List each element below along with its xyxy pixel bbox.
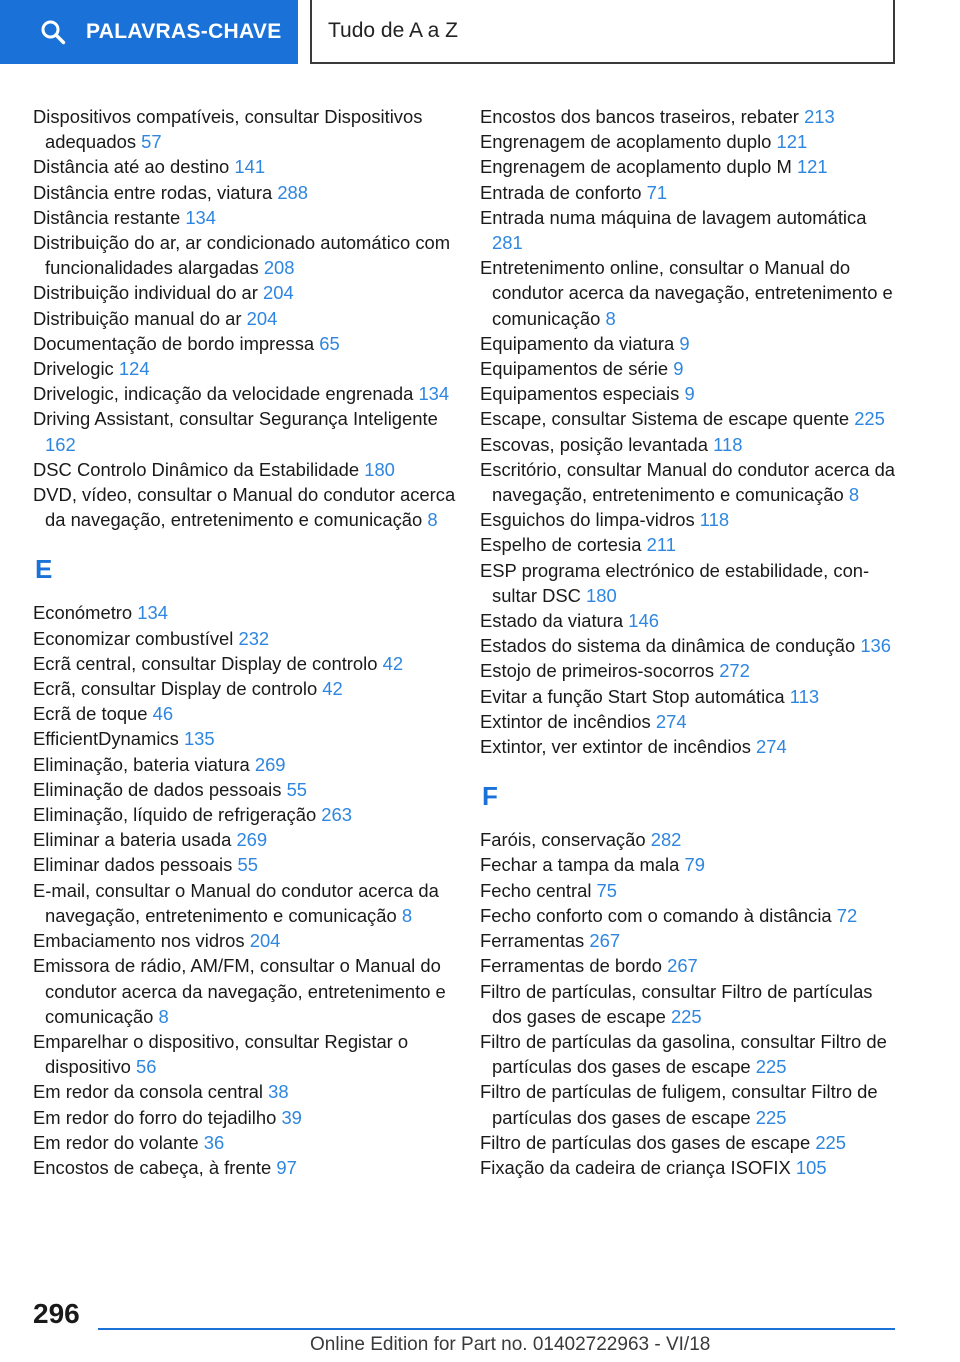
page-reference-link[interactable]: 204 bbox=[246, 307, 278, 329]
index-entry bbox=[480, 1130, 900, 1155]
index-entry bbox=[480, 684, 900, 709]
page-reference-link[interactable]: 274 bbox=[655, 710, 687, 732]
index-entry bbox=[480, 356, 900, 381]
index-entry-text: Eliminação, bateria viatura bbox=[33, 753, 250, 775]
page-reference-link[interactable]: 8 bbox=[427, 509, 438, 531]
page-reference-link[interactable]: 263 bbox=[321, 804, 352, 826]
index-entry bbox=[480, 1155, 900, 1180]
page-reference-link[interactable]: 113 bbox=[789, 685, 820, 707]
index-entry bbox=[480, 633, 900, 658]
page-reference-link[interactable]: 232 bbox=[238, 627, 270, 649]
index-entry bbox=[33, 928, 473, 953]
index-entry-text: Eliminar a bateria usada bbox=[33, 829, 232, 851]
index-entry-text: Drivelogic, indicação da velocidade engrenada bbox=[33, 383, 414, 405]
a-to-z-label: Tudo de A a Z bbox=[328, 19, 458, 42]
index-entry bbox=[33, 154, 473, 179]
index-entry-text: ESP programa electrónico de estabilidade, consultar DSC bbox=[480, 559, 870, 606]
index-entry-text: Distância entre rodas, viatura bbox=[33, 181, 273, 203]
section-letter-heading: F bbox=[482, 781, 498, 812]
index-entry-text: Filtro de partículas dos gases de escape bbox=[480, 1131, 811, 1153]
page-reference-link[interactable]: 274 bbox=[756, 736, 787, 758]
page-reference-link[interactable]: 121 bbox=[776, 131, 808, 153]
index-entry-text: Escape, consultar Sistema de escape quente bbox=[480, 408, 850, 430]
index-entry bbox=[33, 180, 473, 205]
index-entry-text: E-mail, consultar o Manual do condutor acerca da navegação, entretenimento e comunicação bbox=[33, 879, 439, 926]
index-entry-text: Fecho central bbox=[480, 879, 592, 901]
page-reference-link[interactable]: 225 bbox=[670, 1005, 702, 1027]
page-reference-link[interactable]: 269 bbox=[236, 829, 268, 851]
index-entry bbox=[33, 600, 473, 625]
page-reference-link[interactable]: 39 bbox=[281, 1106, 302, 1128]
index-entry-text: Eliminação de dados pessoais bbox=[33, 778, 282, 800]
index-entry-text: Equipamento da viatura bbox=[480, 332, 675, 354]
index-entry-text: Documentação de bordo impressa bbox=[33, 332, 315, 354]
page-reference-link[interactable]: 8 bbox=[401, 904, 413, 926]
index-entry bbox=[480, 154, 900, 179]
page-reference-link[interactable]: 225 bbox=[815, 1131, 847, 1153]
index-entry bbox=[480, 532, 900, 557]
section-letter-heading: E bbox=[35, 554, 53, 585]
page-reference-link[interactable]: 118 bbox=[713, 433, 743, 455]
index-entry bbox=[33, 1029, 473, 1079]
index-entry bbox=[33, 482, 473, 532]
page-reference-link[interactable]: 124 bbox=[118, 358, 150, 380]
page-reference-link[interactable]: 55 bbox=[286, 778, 308, 800]
page-reference-link[interactable]: 136 bbox=[860, 635, 892, 657]
page-reference-link[interactable]: 121 bbox=[796, 156, 828, 178]
page-reference-link[interactable]: 8 bbox=[158, 1005, 169, 1027]
page-reference-link[interactable]: 180 bbox=[364, 458, 395, 480]
index-entry-text: Estados do sistema da dinâmica de condução bbox=[480, 635, 856, 657]
index-entry-text: Ferramentas de bordo bbox=[480, 955, 662, 977]
index-entry-text: Entretenimento online, consultar o Manual do condutor acerca da navegação, entretenimento e comunicação bbox=[480, 257, 893, 329]
index-entry-text: Escritório, consultar Manual do condutor acerca da navegação, entretenimento e comunicação bbox=[480, 458, 896, 506]
index-entry bbox=[33, 104, 473, 154]
index-entry-text: Evitar a função Start Stop automática bbox=[480, 685, 785, 707]
index-entry-text: Extintor, ver extintor de incêndios bbox=[480, 736, 751, 758]
page-reference-link[interactable]: 272 bbox=[719, 660, 750, 682]
index-entry-text: Encostos dos bancos traseiros, rebater bbox=[480, 106, 799, 127]
index-entry-text: Economizar combustível bbox=[33, 627, 234, 649]
index-entry bbox=[480, 507, 900, 532]
index-entry bbox=[33, 878, 473, 928]
index-entry-text: Fechar a tampa da mala bbox=[480, 854, 680, 876]
index-entry bbox=[33, 726, 473, 751]
page-reference-link[interactable]: 146 bbox=[628, 610, 659, 632]
page-reference-link[interactable]: 79 bbox=[684, 854, 705, 876]
page-reference-link[interactable]: 204 bbox=[263, 282, 294, 304]
index-entry-text: Extintor de incêndios bbox=[480, 710, 651, 732]
page-reference-link[interactable]: 204 bbox=[249, 930, 281, 952]
page-reference-link[interactable]: 71 bbox=[646, 181, 668, 203]
index-entry bbox=[480, 709, 900, 734]
index-entry bbox=[33, 280, 473, 305]
page-reference-link[interactable]: 162 bbox=[45, 433, 76, 455]
page-reference-link[interactable]: 42 bbox=[322, 678, 343, 700]
page-reference-link[interactable]: 269 bbox=[254, 753, 286, 775]
index-entry bbox=[480, 205, 900, 255]
index-entry-text: Distância restante bbox=[33, 206, 181, 228]
index-entry-text: Ecrã de toque bbox=[33, 703, 148, 725]
page-reference-link[interactable]: 208 bbox=[263, 257, 295, 279]
index-column-right bbox=[480, 104, 900, 1180]
index-entry-text: Em redor da consola central bbox=[33, 1081, 263, 1103]
index-entry bbox=[33, 457, 473, 482]
page-reference-link[interactable]: 72 bbox=[836, 904, 858, 926]
index-entry bbox=[33, 1130, 473, 1155]
index-entry-text: Estado da viatura bbox=[480, 610, 624, 632]
index-entry bbox=[480, 104, 900, 129]
index-entry bbox=[480, 180, 900, 205]
index-entry-text: Emissora de rádio, AM/FM, consultar o Manual do condutor acerca da navegação, entretenimento e comunicação bbox=[33, 955, 446, 1027]
index-entry-text: Distância até ao destino bbox=[33, 156, 230, 178]
index-entry bbox=[480, 827, 900, 852]
index-entry bbox=[33, 802, 473, 827]
index-entry bbox=[33, 651, 473, 676]
index-entry bbox=[33, 827, 473, 852]
index-entry-text: Embaciamento nos vidros bbox=[33, 930, 245, 952]
page-reference-link[interactable]: 282 bbox=[650, 829, 682, 851]
page-reference-link[interactable]: 65 bbox=[319, 332, 340, 354]
index-entry bbox=[480, 255, 900, 331]
index-entry-text: Ecrã central, consultar Display de controlo bbox=[33, 652, 378, 674]
index-entry-text: Fixação da cadeira de criança ISOFIX bbox=[480, 1156, 791, 1178]
page-reference-link[interactable]: 118 bbox=[699, 509, 730, 531]
index-entry bbox=[33, 205, 473, 230]
index-entry-text: Esguichos do limpa-vidros bbox=[480, 509, 695, 531]
index-entry-text: Espelho de cortesia bbox=[480, 534, 642, 556]
keywords-label: PALAVRAS-CHAVE bbox=[86, 20, 282, 43]
page-reference-link[interactable]: 75 bbox=[596, 879, 618, 901]
page-reference-link[interactable]: 281 bbox=[492, 232, 523, 254]
page-reference-link[interactable]: 134 bbox=[185, 206, 217, 228]
index-entry bbox=[480, 558, 900, 608]
index-entry-text: Dispositivos compatíveis, consultar Dispositivos adequados bbox=[33, 106, 423, 153]
index-entry-text: Faróis, conservação bbox=[480, 829, 646, 851]
index-entry bbox=[480, 979, 900, 1029]
index-entry bbox=[33, 381, 473, 406]
index-entry-text: Económetro bbox=[33, 602, 133, 624]
index-entry-text: Em redor do forro do tejadilho bbox=[33, 1106, 277, 1128]
a-to-z-tab[interactable] bbox=[310, 0, 895, 64]
page-reference-link[interactable]: 97 bbox=[276, 1156, 297, 1178]
index-entry-text: Eliminar dados pessoais bbox=[33, 854, 233, 876]
edition-footer: Online Edition for Part no. 01402722963 - VI/18 bbox=[310, 1334, 711, 1355]
page-reference-link[interactable]: 55 bbox=[237, 854, 258, 876]
index-entry-text: DSC Controlo Dinâmico da Estabilidade bbox=[33, 458, 360, 480]
index-entry bbox=[33, 626, 473, 651]
index-entry-text: Estojo de primeiros-socorros bbox=[480, 660, 715, 682]
index-entry bbox=[480, 953, 900, 978]
index-entry-text: DVD, vídeo, consultar o Manual do condutor acerca da navegação, entretenimento e comunicação bbox=[33, 484, 456, 531]
index-entry-text: Filtro de partículas, consultar Filtro de partículas dos gases de escape bbox=[480, 980, 873, 1027]
page-reference-link[interactable]: 9 bbox=[684, 383, 695, 405]
footer-divider bbox=[98, 1328, 895, 1330]
index-entry bbox=[480, 734, 900, 759]
index-entry bbox=[480, 406, 900, 431]
page-reference-link[interactable]: 42 bbox=[382, 652, 404, 674]
index-entry bbox=[33, 777, 473, 802]
index-entry-text: Entrada numa máquina de lavagem automática bbox=[480, 206, 867, 228]
index-entry bbox=[480, 878, 900, 903]
index-entry bbox=[33, 852, 473, 877]
page-reference-link[interactable]: 180 bbox=[586, 584, 617, 606]
index-entry bbox=[480, 432, 900, 457]
index-entry bbox=[33, 331, 473, 356]
keywords-button[interactable] bbox=[0, 0, 298, 64]
page-number: 296 bbox=[33, 1298, 80, 1329]
index-entry-text: Encostos de cabeça, à frente bbox=[33, 1156, 272, 1178]
page-reference-link[interactable]: 211 bbox=[646, 534, 676, 556]
index-entry bbox=[33, 1155, 473, 1180]
page-reference-link[interactable]: 267 bbox=[667, 955, 698, 977]
page-reference-link[interactable]: 225 bbox=[755, 1106, 787, 1128]
index-entry-text: Distribuição do ar, ar condicionado automático com funcionalidades alargadas bbox=[33, 232, 451, 279]
page-reference-link[interactable]: 56 bbox=[136, 1056, 157, 1078]
index-entry bbox=[33, 230, 473, 280]
index-entry-text: Filtro de partículas de fuligem, consultar Filtro de partículas dos gases de escape bbox=[480, 1081, 878, 1128]
index-entry bbox=[480, 658, 900, 683]
index-entry bbox=[33, 356, 473, 381]
page-reference-link[interactable]: 134 bbox=[418, 383, 450, 405]
page-reference-link[interactable]: 8 bbox=[848, 484, 860, 506]
page-reference-link[interactable]: 225 bbox=[854, 408, 885, 430]
index-entry-text: Equipamentos de série bbox=[480, 358, 669, 380]
top-navigation bbox=[0, 0, 960, 66]
index-entry bbox=[480, 129, 900, 154]
index-entry-text: Fecho conforto com o comando à distância bbox=[480, 904, 832, 926]
index-entry-text: Driving Assistant, consultar Segurança Inteligente bbox=[33, 408, 438, 430]
index-entry bbox=[33, 1105, 473, 1130]
index-entry bbox=[33, 1079, 473, 1104]
index-entry bbox=[480, 381, 900, 406]
page-reference-link[interactable]: 36 bbox=[203, 1131, 225, 1153]
index-entry-text: Drivelogic bbox=[33, 358, 114, 380]
index-entry-text: Emparelhar o dispositivo, consultar Registar o dispositivo bbox=[33, 1030, 409, 1078]
index-entry-text: Ecrã, consultar Display de controlo bbox=[33, 678, 318, 700]
page-reference-link[interactable]: 225 bbox=[755, 1056, 787, 1078]
index-entry-text: Escovas, posição levantada bbox=[480, 433, 708, 455]
page-reference-link[interactable]: 267 bbox=[589, 930, 621, 952]
page-reference-link[interactable]: 288 bbox=[277, 181, 309, 203]
index-entry bbox=[33, 701, 473, 726]
index-entry bbox=[33, 406, 473, 456]
index-entry bbox=[480, 457, 900, 507]
page-reference-link[interactable]: 9 bbox=[679, 332, 690, 354]
index-entry bbox=[480, 903, 900, 928]
index-entry bbox=[33, 953, 473, 1029]
index-entry-text: Eliminação, líquido de refrigeração bbox=[33, 804, 317, 826]
index-entry-text: EfficientDynamics bbox=[33, 728, 179, 750]
index-entry bbox=[480, 852, 900, 877]
index-entry-text: Distribuição individual do ar bbox=[33, 282, 258, 304]
index-entry bbox=[33, 306, 473, 331]
page-reference-link[interactable]: 105 bbox=[795, 1156, 827, 1178]
index-entry-text: Filtro de partículas da gasolina, consultar Filtro de partículas dos gases de escape bbox=[480, 1030, 887, 1078]
page-reference-link[interactable]: 135 bbox=[183, 728, 215, 750]
index-entry bbox=[480, 331, 900, 356]
index-entry-text: Equipamentos especiais bbox=[480, 383, 680, 405]
page-reference-link[interactable]: 8 bbox=[605, 307, 616, 329]
index-entry bbox=[480, 928, 900, 953]
index-entry bbox=[33, 752, 473, 777]
page-reference-link[interactable]: 46 bbox=[152, 703, 174, 725]
index-entry-text: Em redor do volante bbox=[33, 1131, 199, 1153]
index-entry bbox=[480, 1029, 900, 1079]
page-reference-link[interactable]: 141 bbox=[234, 156, 266, 178]
index-column-left bbox=[33, 104, 473, 1180]
index-entry-text: Ferramentas bbox=[480, 930, 585, 952]
index-entry bbox=[480, 1079, 900, 1129]
index-entry-text: Engrenagem de acoplamento duplo M bbox=[480, 156, 792, 178]
page-reference-link[interactable]: 57 bbox=[141, 131, 162, 153]
index-entry-text: Entrada de conforto bbox=[480, 181, 642, 203]
page-reference-link[interactable]: 38 bbox=[268, 1081, 289, 1103]
page-reference-link[interactable]: 9 bbox=[673, 358, 684, 380]
page-reference-link[interactable]: 134 bbox=[137, 602, 168, 624]
index-entry-text: Distribuição manual do ar bbox=[33, 307, 242, 329]
index-entry bbox=[480, 608, 900, 633]
index-entry bbox=[33, 676, 473, 701]
index-entry-text: Engrenagem de acoplamento duplo bbox=[480, 131, 772, 153]
search-icon bbox=[40, 19, 66, 45]
page-reference-link[interactable]: 213 bbox=[804, 106, 835, 127]
